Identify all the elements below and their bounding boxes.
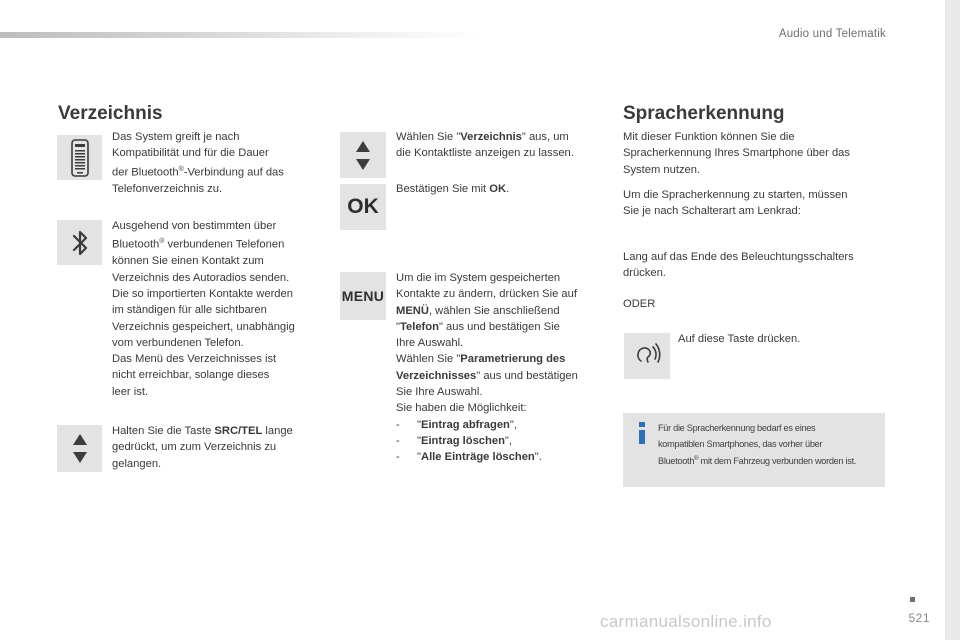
verzeichnis-paragraph-2: Ausgehend von bestimmten über Bluetooth® verbundenen Telefonen können Sie einen Kontakt zum Verzeichnis des Autoradios senden. Die so importierten Kontakte werden im ständigen für alle sichtbaren Verzeichnis gespeichert, unabhängig vom verbundenen Telefon. Das Menü des Verzeichnisses ist nicht erreichbar, solange dieses leer ist. (112, 220, 295, 398)
spracherkennung-paragraph-4: Auf diese Taste drücken. (678, 333, 801, 345)
section-title: Audio und Telematik (778, 28, 886, 40)
spracherkennung-paragraph-3: Lang auf das Ende des Beleuchtungsschalters drücken. (623, 251, 854, 280)
header-gradient-bar (0, 32, 480, 38)
list-item: - "Alle Einträge löschen". (396, 451, 542, 464)
info-icon (639, 422, 645, 444)
verzeichnis-heading: Verzeichnis (58, 103, 163, 124)
side-band (945, 0, 960, 640)
up-down-arrows-icon (57, 425, 102, 472)
page-number: 521 (908, 611, 930, 625)
info-box (623, 413, 885, 487)
middle-paragraph-2: Bestätigen Sie mit OK. (396, 183, 510, 195)
page-marker (910, 597, 915, 602)
spracherkennung-heading: Spracherkennung (623, 103, 785, 124)
up-down-arrows-icon (340, 132, 386, 178)
menu-button-icon: MENU (340, 272, 386, 320)
ok-button-icon: OK (340, 184, 386, 230)
middle-paragraph-1: Wählen Sie "Verzeichnis" aus, um die Kontaktliste anzeigen zu lassen. (396, 131, 574, 160)
verzeichnis-paragraph-1: Das System greift je nach Kompatibilität und für die Dauer der Bluetooth®-Verbindung auf das Telefonverzeichnis zu. (112, 131, 284, 195)
bluetooth-icon (57, 220, 102, 265)
watermark: carmanualsonline.info (600, 612, 772, 631)
verzeichnis-paragraph-3: Halten Sie die Taste SRC/TEL lange gedrückt, um zum Verzeichnis zu gelangen. (112, 425, 293, 470)
mobile-phone-icon (57, 135, 102, 180)
middle-paragraph-3: Um die im System gespeicherten Kontakte zu ändern, drücken Sie auf MENÜ, wählen Sie anschließend "Telefon" aus und bestätigen Sie Ihre Auswahl. Wählen Sie "Parametrierung des Verzeichnisses" aus und bestätigen Sie Ihre Auswahl. Sie haben die Möglichkeit: - "Eintrag abfragen", - "Eintrag löschen", - "Alle Einträge löschen". (396, 270, 611, 466)
info-text: Für die Spracherkennung bedarf es eines kompatiblen Smartphones, das vorher über Bluetooth® mit dem Fahrzeug verbunden worden ist. (658, 423, 857, 467)
options-list (396, 417, 611, 466)
oder-label: ODER (623, 298, 656, 310)
list-item: - "Eintrag abfragen", (396, 418, 517, 431)
voice-command-icon (624, 333, 670, 379)
spracherkennung-paragraph-2: Um die Spracherkennung zu starten, müssen Sie je nach Schalterart am Lenkrad: (623, 189, 848, 218)
list-item: - "Eintrag löschen", (396, 434, 513, 447)
spracherkennung-paragraph-1: Mit dieser Funktion können Sie die Spracherkennung Ihres Smartphone über das System nutzen. (623, 131, 851, 176)
